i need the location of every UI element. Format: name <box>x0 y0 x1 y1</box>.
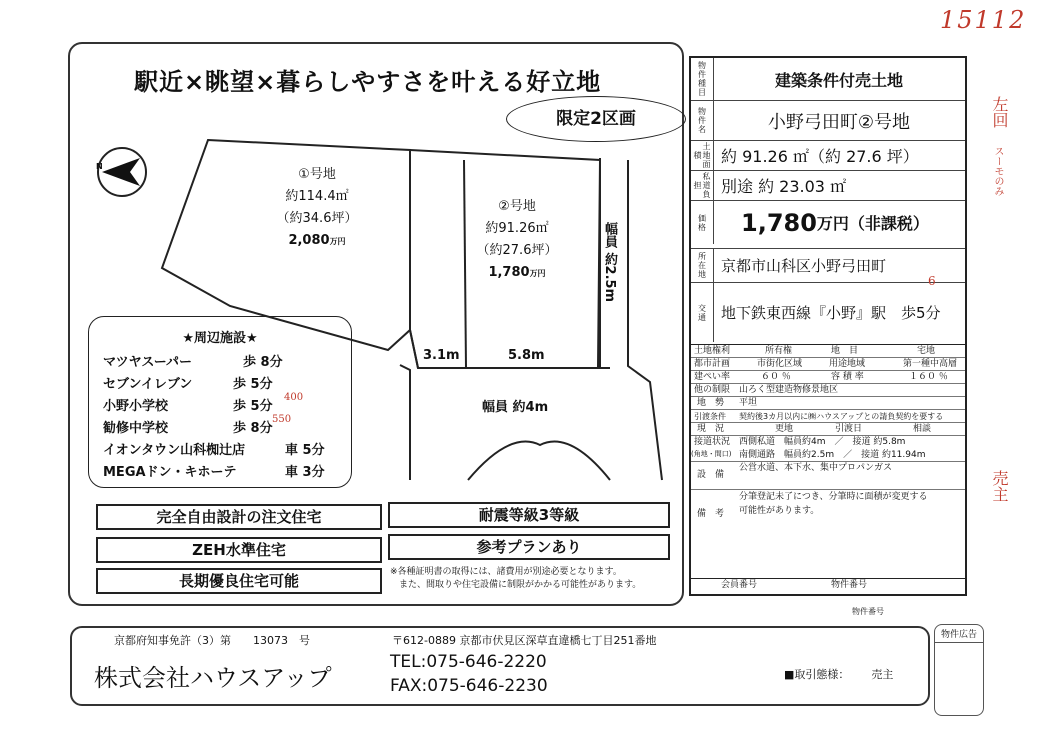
handwritten-550: 550 <box>272 414 292 425</box>
side-road-line-right <box>628 160 662 480</box>
lot2-tsubo: （約27.6坪） <box>476 243 558 258</box>
spec-row-burden: 私道負担 別途 約 23.03 ㎡ <box>691 170 965 200</box>
spec-name: 小野弓田町②号地 <box>767 111 911 133</box>
spec-type: 建築条件付売土地 <box>774 70 903 90</box>
limited-badge: 限定2区画 <box>506 96 686 142</box>
spec-row-type: 物件種目 建築条件付売土地 <box>691 58 965 100</box>
facility-item: イオンタウン山科椥辻店 車 5分 <box>103 443 325 458</box>
spec-row-name: 物件名 小野弓田町②号地 <box>691 100 965 140</box>
handwritten-note-3: 売主 <box>990 470 1009 502</box>
handwritten-400: 400 <box>284 392 304 403</box>
handwritten-note-2: スーモのみ <box>992 146 1003 196</box>
facility-item: セブンイレブン 歩 5分 <box>103 377 273 392</box>
road-side-label: 幅員 約2.5m <box>602 222 617 303</box>
company-name: 株式会社ハウスアップ <box>94 664 332 692</box>
road-front-label: 幅員 約4m <box>482 400 549 415</box>
facilities-box <box>88 316 352 488</box>
compass-label: N <box>96 162 103 171</box>
footnote: ※各種証明書の取得には、諸費用が別途必要となります。 また、間取りや住宅設備に制限がかかる可能性があります。 <box>390 567 642 590</box>
spec-address: 京都市山科区小野弓田町 <box>721 257 887 275</box>
spec-row-transport: 交通 地下鉄東西線『小野』駅 歩5分 <box>691 282 965 342</box>
below-spec-label: 物件番号 <box>852 607 884 616</box>
facilities-title: ★周辺施設★ <box>182 331 258 346</box>
lot2-area: 約91.26㎡ <box>485 221 549 236</box>
feature-zeh: ZEH水準住宅 <box>96 537 382 563</box>
company-block <box>70 626 930 706</box>
spec-restrict: 他の制限 山ろく型建造物修景地区 <box>691 383 965 397</box>
facility-item: マツヤスーパー 歩 8分 <box>103 355 283 370</box>
frontage-3-1: 3.1m <box>423 348 460 363</box>
spec-row-address: 所在地 京都市山科区小野弓田町 <box>691 248 965 282</box>
feature-seismic: 耐震等級3等級 <box>388 502 670 528</box>
turnaround-curve <box>468 442 610 480</box>
feature-free-design: 完全自由設計の注文住宅 <box>96 504 382 530</box>
spec-city-plan: 都市計画 市街化区域 用途地域 第一種中高層 <box>691 357 965 371</box>
handwritten-note-1: 左回 <box>990 96 1009 128</box>
lot1-price: 2,080万円 <box>288 233 346 248</box>
lot2-info <box>462 196 572 285</box>
lot1-area: 約114.4㎡ <box>285 189 349 204</box>
facility-item: MEGAドン・キホーテ 車 3分 <box>103 465 325 480</box>
spec-rights: 土地権利 所有権 地 目 宅地 <box>691 344 965 358</box>
license-number: 京都府知事免許（3）第 13073 号 <box>114 634 310 647</box>
handwritten-number: 15112 <box>940 6 1027 34</box>
feature-long-term: 長期優良住宅可能 <box>96 568 382 594</box>
headline: 駅近×眺望×暮らしやすさを叶える好立地 <box>134 68 602 96</box>
spec-terrain: 地 勢 平坦 <box>691 396 965 410</box>
spec-access: 接道状況 (角地・間口) 西側私道 幅員約4m ／ 接道 約5.8m 南側通路 幅員約2.5m ／ 接道 約11.94m <box>691 435 965 462</box>
spec-row-price: 価格 1,780 万円（非課税） <box>691 200 965 244</box>
road-west-line <box>400 365 410 480</box>
spec-remarks: 備 考 分筆登記未了につき、分筆時に面積が変更する 可能性があります。 <box>691 489 965 546</box>
facility-item: 勧修中学校 歩 8分 <box>103 421 273 436</box>
lot1-tsubo: （約34.6坪） <box>276 211 358 226</box>
company-tel: TEL:075-646-2220 <box>390 652 547 672</box>
company-fax: FAX:075-646-2230 <box>390 676 548 696</box>
spec-area: 約 91.26 ㎡（約 27.6 坪） <box>721 147 919 166</box>
spec-transport: 地下鉄東西線『小野』駅 歩5分 <box>721 304 941 322</box>
frontage-5-8: 5.8m <box>508 348 545 363</box>
spec-burden: 別途 約 23.03 ㎡ <box>721 177 847 196</box>
compass-icon <box>98 148 146 196</box>
facility-item: 小野小学校 歩 5分 <box>103 399 273 414</box>
spec-ratio: 建ぺい率 ６０ ％ 容 積 率 １６０ ％ <box>691 370 965 384</box>
spec-status: 現 況 更地 引渡日 相談 <box>691 422 965 436</box>
spec-member-row: 会員番号 物件番号 <box>691 578 965 595</box>
lot1-name: ①号地 <box>298 167 336 182</box>
lot1-info <box>262 164 372 253</box>
spec-table <box>689 56 967 596</box>
deal-type: ■取引態様： 売主 <box>784 668 894 681</box>
spec-facilities: 設 備 公営水道、本下水、集中プロパンガス <box>691 461 965 490</box>
spec-row-area: 土地面積 約 91.26 ㎡（約 27.6 坪） <box>691 140 965 170</box>
handwritten-6: 6 <box>928 274 936 288</box>
spec-price: 1,780 万円（非課税） <box>741 208 929 237</box>
stamp-label: 物件広告 <box>935 625 983 643</box>
lot2-price: 1,780万円 <box>488 265 546 280</box>
lot2-name: ②号地 <box>498 199 536 214</box>
stamp-box <box>934 624 984 716</box>
feature-reference-plan: 参考プランあり <box>388 534 670 560</box>
company-address: 〒612-0889 京都市伏見区深草直違橋七丁目251番地 <box>392 634 657 647</box>
spec-handover: 引渡条件 契約後3カ月以内に㈱ハウスアップとの請負契約を要する <box>691 409 965 423</box>
